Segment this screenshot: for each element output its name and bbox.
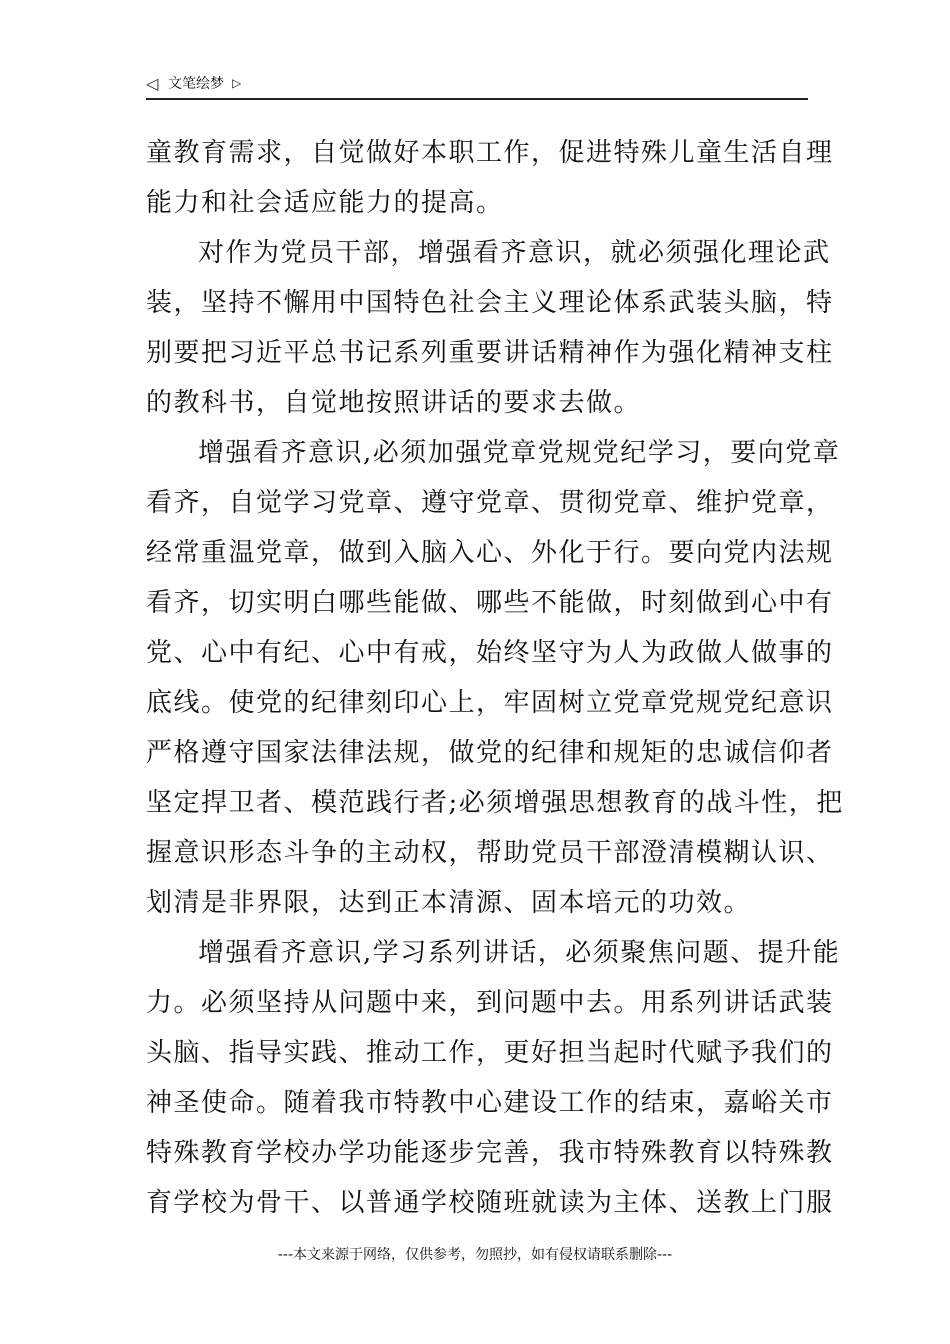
text-line: 别要把习近平总书记系列重要讲话精神作为强化精神支柱 xyxy=(146,338,834,368)
text-line: 力。必须坚持从问题中来，到问题中去。用系列讲话武装 xyxy=(146,988,834,1018)
text-line: 底线。使党的纪律刻印心上，牢固树立党章党规党纪意识 xyxy=(146,688,834,718)
page-header xyxy=(146,72,808,100)
text-line: 增强看齐意识,必须加强党章党规党纪学习，要向党章 xyxy=(198,438,841,468)
text-line: 看齐，切实明白哪些能做、哪些不能做，时刻做到心中有 xyxy=(146,588,834,618)
text-line: 育学校为骨干、以普通学校随班就读为主体、送教上门服 xyxy=(146,1188,834,1218)
text-line: 童教育需求，自觉做好本职工作，促进特殊儿童生活自理 xyxy=(146,138,834,168)
text-line: 看齐，自觉学习党章、遵守党章、贯彻党章、维护党章， xyxy=(146,488,834,518)
text-line: 装，坚持不懈用中国特色社会主义理论体系武装头脑，特 xyxy=(146,288,834,318)
text-line: 划清是非界限，达到正本清源、固本培元的功效。 xyxy=(146,888,752,918)
text-line: 对作为党员干部，增强看齐意识，就必须强化理论武 xyxy=(198,238,831,268)
triangle-right-icon: ▷ xyxy=(232,76,242,90)
text-line: 握意识形态斗争的主动权，帮助党员干部澄清模糊认识、 xyxy=(146,838,834,868)
text-line: 增强看齐意识,学习系列讲话，必须聚焦问题、提升能 xyxy=(198,938,841,968)
text-line: 的教科书，自觉地按照讲话的要求去做。 xyxy=(146,388,642,418)
document-body xyxy=(146,128,844,1228)
text-line: 特殊教育学校办学功能逐步完善，我市特殊教育以特殊教 xyxy=(146,1138,834,1168)
text-line: 经常重温党章，做到入脑入心、外化于行。要向党内法规 xyxy=(146,538,834,568)
text-line: 坚定捍卫者、模范践行者;必须增强思想教育的战斗性，把 xyxy=(146,788,844,818)
text-line: 能力和社会适应能力的提高。 xyxy=(146,188,504,218)
text-line: 党、心中有纪、心中有戒，始终坚守为人为政做人做事的 xyxy=(146,638,834,668)
triangle-left-icon: ◁ xyxy=(146,74,159,93)
text-line: 神圣使命。随着我市特教中心建设工作的结束，嘉峪关市 xyxy=(146,1088,834,1118)
text-line: 头脑、指导实践、推动工作，更好担当起时代赋予我们的 xyxy=(146,1038,834,1068)
header-title: 文笔绘梦 xyxy=(168,76,224,92)
text-line: 严格遵守国家法律法规，做党的纪律和规矩的忠诚信仰者 xyxy=(146,738,834,768)
footer-disclaimer: ---本文来源于网络，仅供参考，勿照抄，如有侵权请联系删除--- xyxy=(277,1247,673,1263)
